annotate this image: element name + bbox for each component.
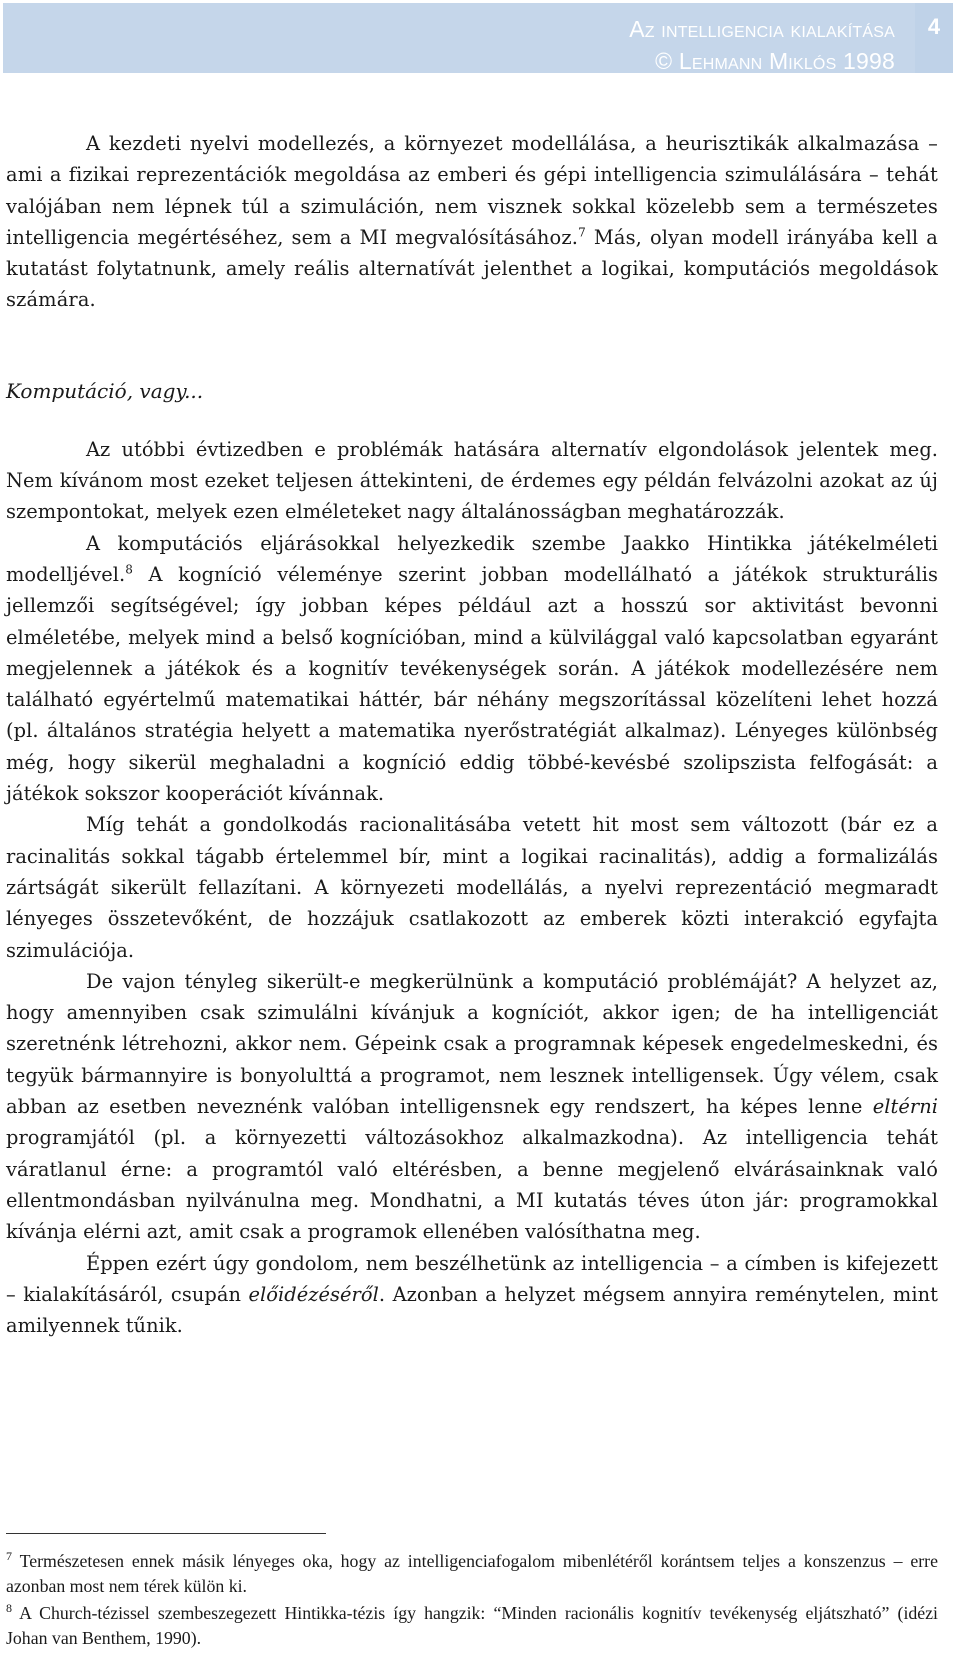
paragraph-5-emphasis: eltérni [872, 1095, 938, 1119]
paragraph-5-text-a: De vajon tényleg sikerült-e megkerülnünk a komputáció problémáját? A helyzet az, hogy amennyiben csak szimulálni kívánjuk a kogníciót, akkor igen; de ha intelligenciát szeretnénk létrehozni, akkor nem. Gépeink csak a programnak képesek engedelmeskedni, és tegyük bármannyire is bonyolulttá a programot, nem lesznek intelligensek. Úgy vélem, csak abban az esetben neveznénk valóban intelligensnek egy rendszert, ha képes lenne [6, 969, 938, 1119]
paragraph-6-text-b: . Azonban a helyzet mégsem annyira reménytelen, mint amilyennek tűnik. [6, 1282, 938, 1338]
paragraph-6-text-a: Éppen ezért úgy gondolom, nem beszélhetünk az intelligencia – a címben is kifejezett – kialakításáról, csupán [6, 1251, 938, 1306]
footnote-number: 7 [6, 1549, 12, 1564]
paragraph-6 [6, 1248, 938, 1342]
paragraph-2: Az utóbbi évtizedben e problémák hatására alternatív elgondolások jelentek meg. Nem kívánom most ezeket teljesen áttekinteni, de érdemes egy példán felvázolni azokat az új szempontokat, melyek ezen elméleteket nagy általánosságban meghatározzák. [6, 437, 938, 524]
footnote-ref-8[interactable]: 8 [125, 562, 133, 577]
footnote-7 [6, 1549, 938, 1599]
paragraph-5-text-b: programjától (pl. a környezetti változásokhoz alkalmazkodna). Az intelligencia tehát váratlanul érne: a programtól való eltérésben, a benne megjelenő elvárásainknak való ellentmondásban nyilvánulna meg. Mondhatni, a MI kutatás téves úton jár: programokkal kívánja elérni azt, amit csak a programok ellenében valósíthatna meg. [6, 1126, 938, 1244]
paragraph-3-text-a: A komputációs eljárásokkal helyezkedik szembe Jaakko Hintikka játékelméleti modelljével. [6, 531, 938, 586]
footnotes [6, 1549, 938, 1651]
paragraph-6-emphasis: előidézéséről [248, 1282, 379, 1306]
paragraph-3-text-b: A kogníció véleménye szerint jobban modellálható a játékok strukturális jellemzői segítségével; így jobban képes például azt a hosszú sor aktivitást bevonni elméletébe, melyek mind a belső kognícióban, mind a külvilággal való kapcsolatban egyaránt megjelennek a játékok és a kognitív tevékenységek során. A játékok modellezésére nem található egyértelmű matematikai háttér, bár néhány megszorítással közelíteni lehet hozzá (pl. általános stratégia helyett a matematika nyerőstratégiát alkalmaz). Lényeges különbség még, hogy sikerül meghaladni a kogníció eddig többé-kevésbé szolipszista felfogását: a játékok sokszor kooperációt kívánnak. [6, 562, 938, 806]
footnote-number: 8 [6, 1601, 12, 1616]
footnote-ref-7[interactable]: 7 [578, 225, 586, 240]
paragraph-4: Míg tehát a gondolkodás racionalitásába vetett hit most sem változott (bár ez a racinalitás sokkal tágabb értelemmel bír, mint a logikai racinalitás), addig a formalizálás zártságát sikerült fellazítani. A környezeti modellálás, a nyelvi reprezentáció megmaradt lényeges összetevőként, de hozzájuk csatlakozott az emberek közti interakció egyfajta szimulációja. [6, 813, 938, 962]
page-number: 4 [915, 3, 953, 73]
paragraph-1-text-b: Más, olyan modell irányába kell a kutatást folytatnunk, amely reális alternatívát jelenthet a logikai, komputációs megoldások számára. [6, 225, 938, 312]
footnote-text: A Church-tézissel szembeszegezett Hintikka-tézis így hangzik: “Minden racionális kognitív tevékenység eljátszható” (idézi Johan van Benthem, 1990). [6, 1603, 938, 1648]
footnote-divider [6, 1533, 326, 1534]
section-heading: Komputáció, vagy... [6, 378, 204, 403]
paragraph-1 [6, 128, 938, 316]
footnote-8 [6, 1601, 938, 1651]
document-title: Az intelligencia kialakítása [629, 16, 895, 42]
paragraph-1-text-a: A kezdeti nyelvi modellezés, a környezet modellálása, a heurisztikák alkalmazása – ami a fizikai reprezentációk megoldása az emberi és gépi intelligencia szimulálására – tehát valójában nem lépnek túl a szimuláción, nem visznek sokkal közelebb sem a természetes intelligencia megértéséhez, sem a MI megvalósításához. [6, 132, 938, 249]
header-text [629, 13, 895, 77]
paragraph-3 [6, 528, 938, 810]
paragraph-5 [6, 966, 938, 1248]
page-header [3, 3, 957, 73]
footnote-text: Természetesen ennek másik lényeges oka, hogy az intelligenciafogalom mibenlétéről korántsem teljes a konszenzus – erre azonban most nem térek külön ki. [6, 1551, 938, 1596]
page-content [6, 128, 938, 1341]
copyright-line: © Lehmann Miklós 1998 [655, 48, 895, 74]
